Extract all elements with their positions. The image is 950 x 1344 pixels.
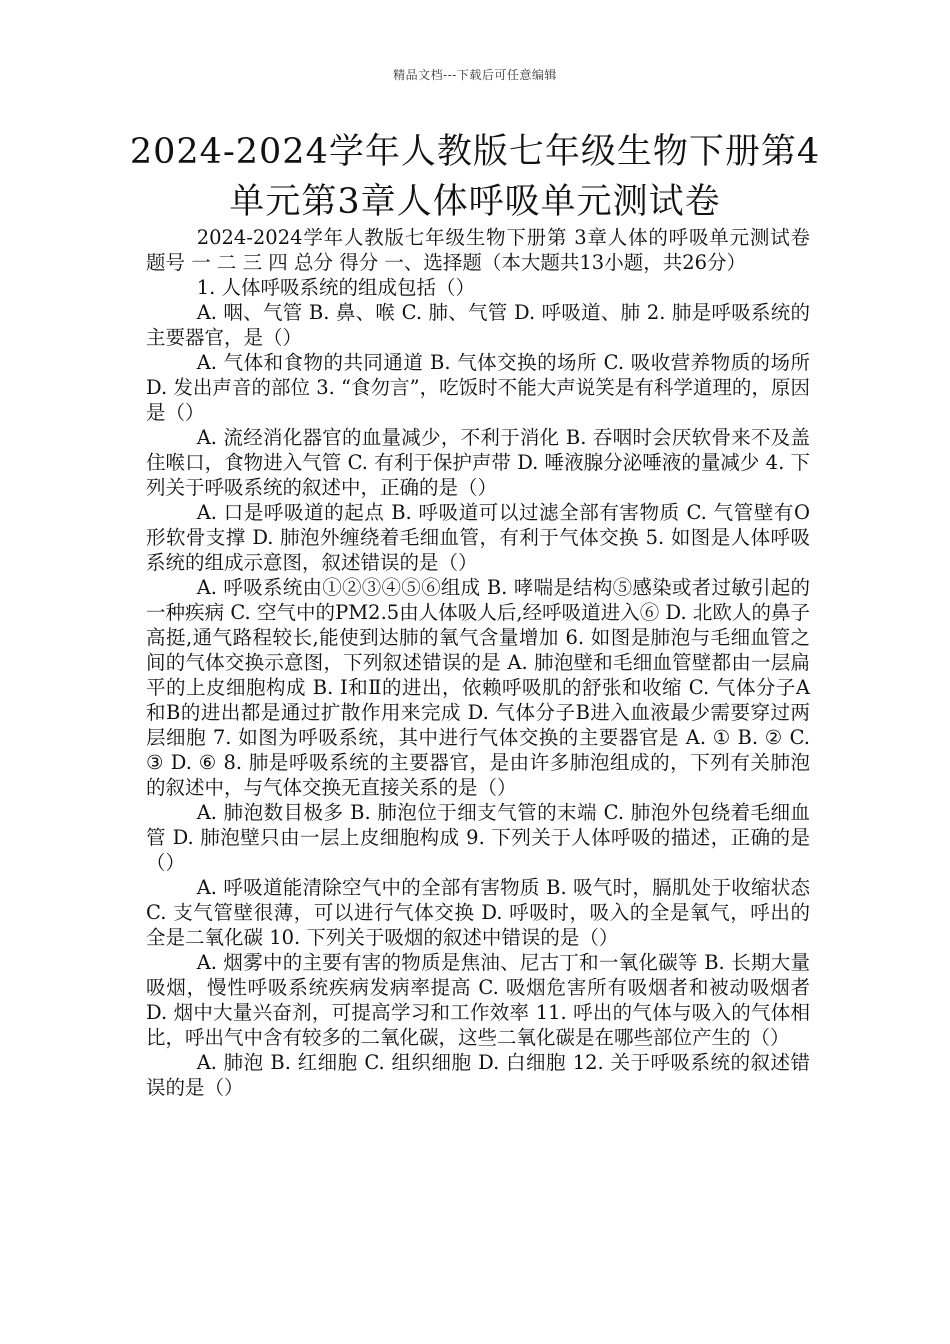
title-line-1: 2024-2024学年人教版七年级生物下册第4: [129, 132, 821, 172]
paragraph-q3-options: A. 流经消化器官的血量减少，不利于消化 B. 吞咽时会厌软骨来不及盖住喉口，食物进入气管 C. 有利于保护声带 D. 唾液腺分泌唾液的量减少 4. 下列关于呼吸系统的叙述中，正确的是（）: [146, 426, 810, 499]
paragraph-q11-options: A. 肺泡 B. 红细胞 C. 组织细胞 D. 白细胞 12. 关于呼吸系统的叙述错误的是（）: [146, 1051, 810, 1099]
paragraph-q1-options: A. 咽、气管 B. 鼻、喉 C. 肺、气管 D. 呼吸道、肺 2. 肺是呼吸系统的主要器官，是（）: [146, 301, 810, 349]
header-note: 精品文档---下载后可任意编辑: [393, 68, 557, 82]
paragraph-q8-options: A. 肺泡数目极多 B. 肺泡位于细支气管的末端 C. 肺泡外包绕着毛细血管 D. 肺泡壁只由一层上皮细胞构成 9. 下列关于人体呼吸的描述，正确的是（）: [146, 801, 810, 874]
paragraph-q9-options: A. 呼吸道能清除空气中的全部有害物质 B. 吸气时，膈肌处于收缩状态 C. 支气管壁很薄，可以进行气体交换 D. 呼吸时，吸入的全是氧气，呼出的全是二氧化碳 10. 下列关于吸烟的叙述中错误的是（）: [146, 876, 810, 949]
document-body: [146, 225, 810, 1100]
title-line-2: 单元第3章人体呼吸单元测试卷: [229, 182, 721, 222]
paragraph-q1: 1. 人体呼吸系统的组成包括（）: [196, 276, 475, 299]
paragraph-intro: 2024-2024学年人教版七年级生物下册第 3章人体的呼吸单元测试卷 题号 一 二 三 四 总分 得分 一、选择题（本大题共13小题，共26分）: [146, 226, 810, 274]
paragraph-q10-options: A. 烟雾中的主要有害的物质是焦油、尼古丁和一氧化碳等 B. 长期大量吸烟，慢性呼吸系统疾病发病率提高 C. 吸烟危害所有吸烟者和被动吸烟者 D. 烟中大量兴奋剂，可提高学习和工作效率 11. 呼出的气体与吸入的气体相比，呼出气中含有较多的二氧化碳，这些二氧化碳是在哪些部位产生的（）: [146, 951, 810, 1049]
paragraph-q4-options: A. 口是呼吸道的起点 B. 呼吸道可以过滤全部有害物质 C. 气管壁有O形软骨支撑 D. 肺泡外缠绕着毛细血管，有利于气体交换 5. 如图是人体呼吸系统的组成示意图，叙述错误的是（）: [146, 501, 810, 574]
paragraph-q2-options: A. 气体和食物的共同通道 B. 气体交换的场所 C. 吸收营养物质的场所 D. 发出声音的部位 3. “食勿言”，吃饭时不能大声说笑是有科学道理的，原因是（）: [146, 351, 810, 424]
page-title: [100, 127, 850, 227]
paragraph-q5-options: A. 呼吸系统由①②③④⑤⑥组成 B. 哮喘是结构⑤感染或者过敏引起的一种疾病 C. 空气中的PM2.5由人体吸人后,经呼吸道进入⑥ D. 北欧人的鼻子高挺,通气路程较长,能使到达肺的氧气含量增加 6. 如图是肺泡与毛细血管之间的气体交换示意图，下列叙述错误的是 A. 肺泡壁和毛细血管壁都由一层扁平的上皮细胞构成 B. Ⅰ和Ⅱ的进出，依赖呼吸肌的舒张和收缩 C. 气体分子A和B的进出都是通过扩散作用来完成 D. 气体分子B进入血液最少需要穿过两层细胞 7. 如图为呼吸系统，其中进行气体交换的主要器官是 A. ① B. ② C. ③ D. ⑥ 8. 肺是呼吸系统的主要器官，是由许多肺泡组成的，下列有关肺泡的叙述中，与气体交换无直接关系的是（）: [146, 576, 810, 799]
